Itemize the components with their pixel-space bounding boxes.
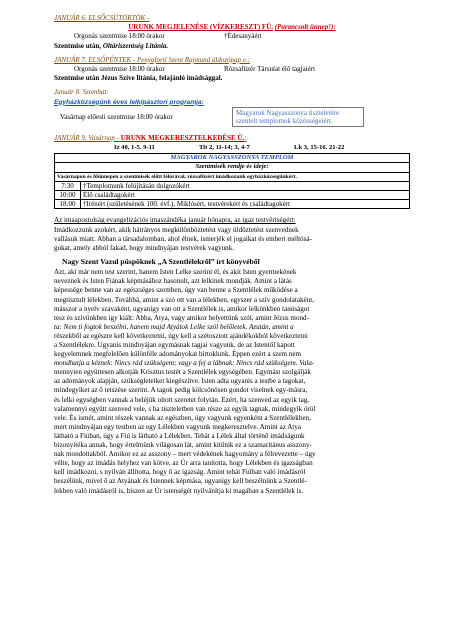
jan6-heading: JANUÁR 6. ELSŐCSÜTÖRTÖK -: [54, 14, 150, 22]
reading-1-book: Iz: [114, 144, 120, 152]
article-line: mert mindnyájan egy testben az egy Lélekben vagyunk megkeresztelve. Amint az Atya: [54, 422, 302, 431]
jan9-readings: [54, 143, 410, 152]
jan7-after: Szentmise után Jézus Szíve litánia, felajánló imádsággal.: [54, 74, 223, 83]
jan7-heading: JANUÁR 7. ELSŐPÉNTEK - Penyafortí Szent Rajmund áldozópap e.:: [54, 55, 250, 64]
mass-time: 10:00: [55, 191, 81, 200]
jan6-mass-intention: †Édesanyáért: [224, 32, 262, 41]
article-title: Nagy Szent Vazul püspöknek „A Szentlélekről” írt könyvéből: [62, 257, 260, 267]
article-line: beszélünk, mivel ő az Atyának és Istennek képmása, ugyanígy kell beszélnünk a Szentlé-: [54, 477, 307, 486]
reading-3: [294, 143, 344, 152]
mass-schedule-table: [54, 153, 410, 209]
jan7-mass-row: [54, 65, 410, 74]
article-line: megtisztult lélekben. Továbbá, amint a szó ott van a lélekben, egyszer a szív gondolataként,: [54, 295, 314, 304]
jan9-heading: [54, 134, 410, 143]
article-line: az adományok alapján, szükségleteiket kiegészítve. Isten adta ugyanis a testbe a tagokat,: [54, 377, 306, 386]
article-line: neveznek és Isten Fiának képmásához hasonult, azt lelkinek mondják. Amint a látás: [54, 277, 292, 286]
jan6-mass-time: Orgonás szentmise 18:00 órakor: [74, 32, 165, 41]
article-line: kell imádkozni, s nyilván állította, hogy ő az igazság. Amint tehát Fiúban való imádásról: [54, 468, 306, 477]
article-line: mondhatja a kéznek: Nincs rád szükségem; vagy a fej a lábnak: Nincs rád szükségem. Vala-: [54, 359, 315, 368]
jan8-mass: Vasárnap előesti szentmise 18:00 órakor: [60, 112, 173, 121]
article-line: nak mondottakból. Amikor ez az asszony – mert védekének hagyomány a félrevezette – úgy: [54, 450, 316, 459]
order-row: [55, 163, 410, 172]
jan8-callout: Magyarok Nagyasszonya tiszteletére szentelt templomok közösségeiért.: [232, 107, 364, 127]
bulletin-page: [54, 14, 410, 496]
jan9-heading-suffix: :: [244, 133, 247, 142]
reading-3-ref: 3, 15-16. 21-22: [303, 144, 345, 152]
reading-3-book: Lk: [294, 144, 303, 152]
reading-1-ref: 40, 1-5. 9-11: [121, 144, 155, 152]
jan8-program: Egyházközségünk éves lelkipásztori programja:: [54, 98, 204, 106]
jan9-heading-prefix: JANUÁR 9. Vasárnap -: [54, 133, 121, 142]
article-line: látható a Fiúban, úgy a Fiú is látható a Lélekben. Tehát a Lélek által történő imádságunk: [54, 431, 305, 440]
reading-1: [114, 143, 199, 152]
prayer-heading: Az imaapostolság evangelizációs imaszándéka január hónapra, az igaz testvériségért:: [54, 216, 296, 225]
article-line: bizonyítéka annak, hogy értelmünk világosan lát, amint kitűnik ez a szamaritánus asszony-: [54, 441, 312, 450]
article-line: tesz és szívünkben így kiált: Abba, Atya, vagy amikor helyettünk szól, amint Jézus mond-: [54, 313, 309, 322]
article-line: másszor a nyelv szavaként, ugyanígy van ott a Szentlélek is, amikor lelkünkben tanúságot: [54, 304, 310, 313]
article-line: Azt, aki már nem test szerint, hanem Isten Lelke szerint él, és akit Isten gyermekének: [54, 268, 297, 277]
prayer-line: Imádkozzunk azokért, akik hátrányos megkülönböztetést vagy üldöztetést szenvednek: [54, 225, 299, 234]
mass-intention: †Irénért (születésének 100. évf.), Miklósért, testvérekért és családtagokért: [81, 200, 410, 209]
article-line: valamennyi együtt szenved vele, s ha tiszteletben van része az egyik tagnak, mindegyik örül: [54, 404, 316, 413]
jan6-after-litany: Oltáriszentség Litánia.: [102, 41, 169, 50]
article-line: ta: Nem ti fogtok beszélni, hanem majd Atyátok Lelke szól belőletek. Azután, amint a: [54, 322, 294, 331]
article-line: vélte, hogy az imádás helyhez van kötve, az Úr arra tanította, hogy Lélekben és igazságban: [54, 459, 313, 468]
mass-row: [55, 181, 410, 190]
mass-time: 18:00: [55, 200, 81, 209]
jan7-mass-intention: Rózsafüzér Társulat élő tagjaiért: [224, 65, 316, 74]
jan8-heading: Január 8. Szombat:: [54, 88, 109, 97]
article-line: mennyien együttesen alkotják Krisztus testét a Szentlélek egységében. Egymást szolgálják: [54, 368, 311, 377]
article-line: mindegyiket az ő tetszése szerint. A tagok pedig kölcsönösen gondot viselnek egy-másra,: [54, 386, 308, 395]
jan8-block: [54, 107, 410, 131]
rosary-note: Vasárnapon és főünnepen a szentmisék előtt félórával, rózsafüzért imádkozunk egyházközségünkért.: [55, 172, 410, 181]
jan6-after-prefix: Szentmise után,: [54, 41, 103, 50]
article-line: vele. És ismét, amint részek vannak az egészben, úgy vagyunk egyenként a Szentlélekben,: [54, 413, 311, 422]
reading-2-ref: 2, 11-14; 3, 4-7: [208, 144, 250, 152]
jan6-after: [54, 42, 410, 51]
mass-row: [55, 191, 410, 200]
order-title: Szentmisék rendje és ideje:: [55, 163, 410, 172]
article-line: és lelki egységben vannak a beléjük oltott szeretet folytán. Ezért, ha szenved az egyik tag,: [54, 395, 310, 404]
jan9-heading-feast: URUNK MEGKERESZTELKEDÉSE Ü.: [120, 133, 245, 142]
article-line: lekben való imádásról is, hiszen az Úr istenségét nyilvánítja ki magában a Szentlélek is.: [54, 486, 304, 495]
article-line: képessége benne van az egészséges szemben, úgy van benne a Szentlélek működése a: [54, 286, 298, 295]
article-line: részekből az egészre kell következtetni, úgy kell a szétosztott ajándékokból következtetni: [54, 331, 308, 340]
jan6-feast-note: (Parancsolt ünnep!):: [274, 23, 336, 32]
church-name: MAGYAROK NAGYASSZONYA TEMPLOM: [55, 154, 410, 163]
jan7-mass-time: Orgonás szentmise 18:00 órakor: [74, 65, 165, 74]
jan6-feast: [54, 23, 410, 32]
article-line: a Szentlélekre. Ugyanis mindnyájan egymásnak tagjai vagyunk, de az Istentől kapott: [54, 341, 295, 350]
article-body: [54, 268, 410, 495]
prayer-line: gukat, amely abból fakad, hogy mindnyájan testvérek vagyunk.: [54, 244, 235, 253]
intro-row: [55, 172, 410, 181]
article-line: kegyelemnek megfelelően különféle adományokat birtoklunk. Éppen ezért a szem nem: [54, 350, 302, 359]
reading-2-book: Tit: [199, 144, 208, 152]
jan6-feast-name: URUNK MEGJELENÉSE (VÍZKERESZT) FÜ.: [128, 23, 274, 32]
mass-intention: †Templomunk felújításán dolgozókért: [81, 181, 410, 190]
church-row: [55, 154, 410, 163]
mass-row: [55, 200, 410, 209]
jan6-mass-row: [54, 32, 410, 41]
prayer-line: vallásuk miatt. Abban a társadalomban, ahol élnek, ismerjék el jogaikat és emberi méltósá-: [54, 234, 312, 243]
mass-intention: Élő családtagokért: [81, 191, 410, 200]
mass-time: 7:30: [55, 181, 81, 190]
reading-2: [199, 143, 294, 152]
